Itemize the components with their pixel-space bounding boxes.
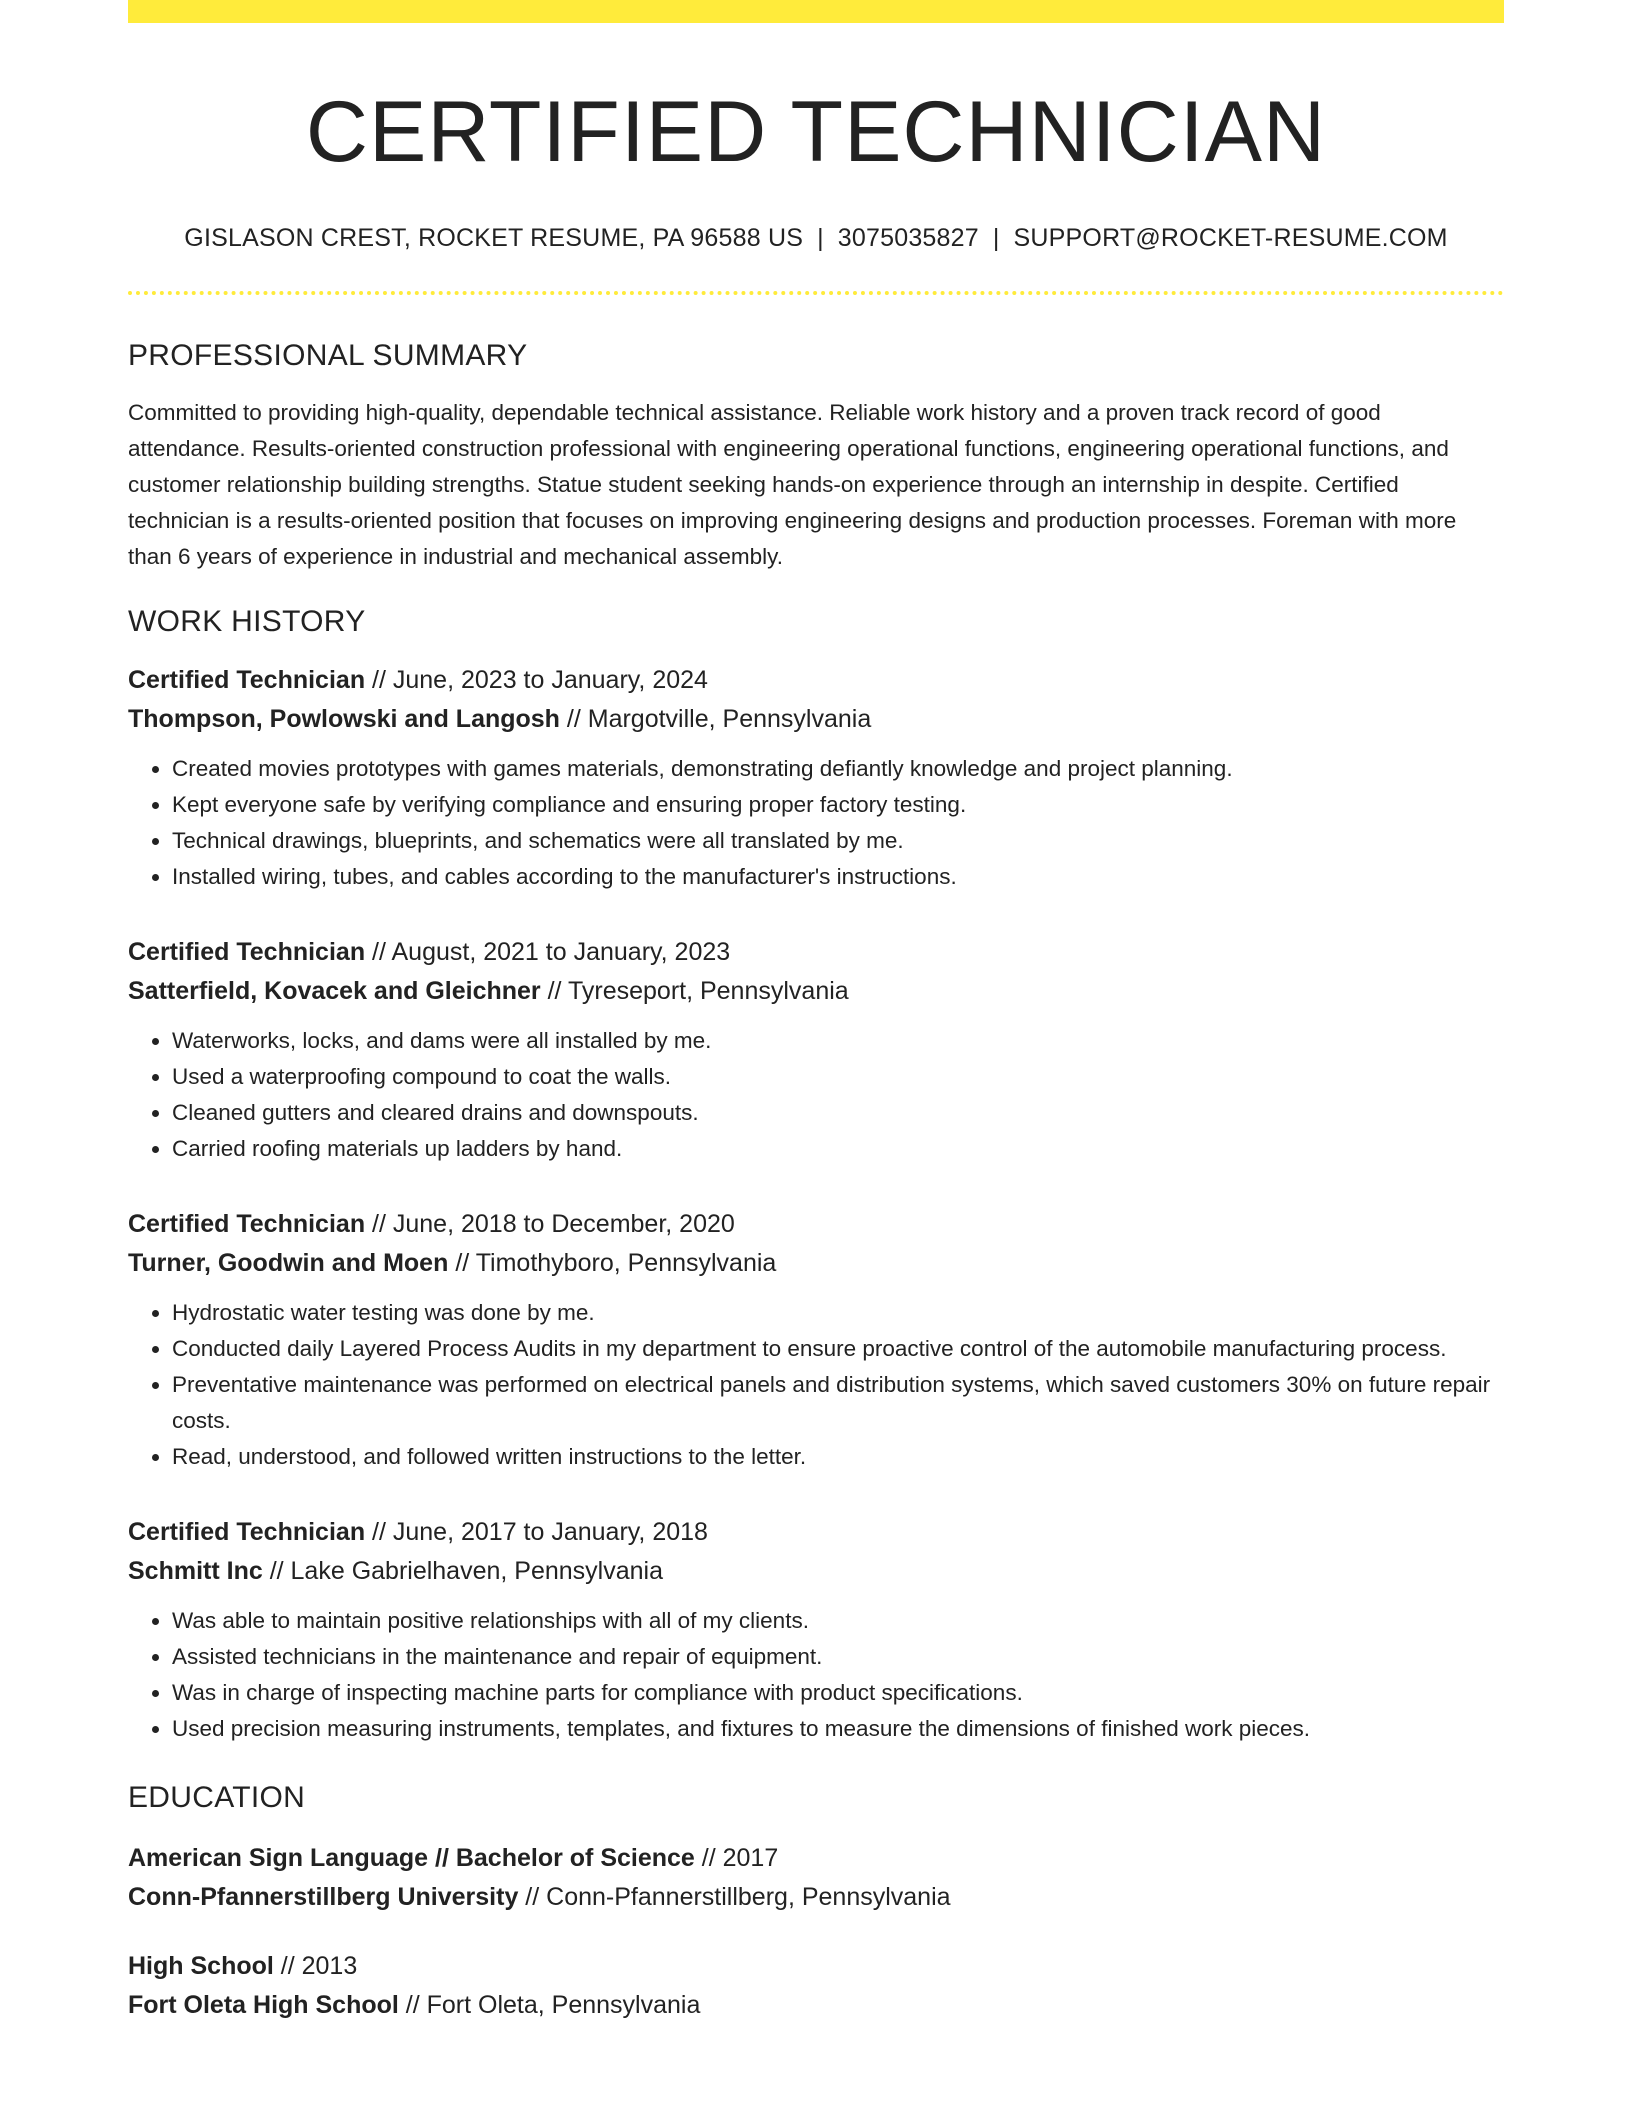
job-bullets: [128, 1023, 1504, 1167]
job-company-line: [128, 1552, 1504, 1591]
job-company-line: [128, 972, 1504, 1011]
job-location: // Tyreseport, Pennsylvania: [540, 976, 849, 1005]
contact-line: [128, 224, 1504, 253]
job-bullet: • Used precision measuring instruments, templates, and fixtures to measure the dimensions of finished work pieces.: [172, 1711, 1504, 1747]
job-bullet: • Read, understood, and followed written instructions to the letter.: [172, 1439, 1504, 1475]
job-entry: [128, 661, 1504, 895]
job-role: Certified Technician: [128, 1517, 366, 1546]
job-bullet: • Carried roofing materials up ladders by hand.: [172, 1131, 1504, 1167]
education-degree: High School: [128, 1951, 274, 1980]
job-bullet: • Waterworks, locks, and dams were all installed by me.: [172, 1023, 1504, 1059]
education-heading: EDUCATION: [128, 1780, 306, 1814]
job-bullet: • Used a waterproofing compound to coat the walls.: [172, 1059, 1504, 1095]
contact-address: GISLASON CREST, ROCKET RESUME, PA 96588 US: [184, 223, 804, 252]
education-entry: [128, 1947, 1504, 2025]
job-title-line: [128, 933, 1504, 972]
education-location: // Conn-Pfannerstillberg, Pennsylvania: [518, 1882, 951, 1911]
education-location: // Fort Oleta, Pennsylvania: [398, 1990, 701, 2019]
job-bullets: [128, 751, 1504, 895]
job-bullets: [128, 1295, 1504, 1475]
job-bullet: • Kept everyone safe by verifying compliance and ensuring proper factory testing.: [172, 787, 1504, 823]
job-role: Certified Technician: [128, 1209, 366, 1238]
job-location: // Lake Gabrielhaven, Pennsylvania: [262, 1556, 663, 1585]
job-dates: // June, 2023 to January, 2024: [365, 665, 708, 694]
education-degree: American Sign Language // Bachelor of Science: [128, 1843, 695, 1872]
job-bullet: • Installed wiring, tubes, and cables according to the manufacturer's instructions.: [172, 859, 1504, 895]
job-dates: // August, 2021 to January, 2023: [365, 937, 731, 966]
job-location: // Timothyboro, Pennsylvania: [448, 1248, 777, 1277]
education-school-line: [128, 1878, 1504, 1917]
job-company-line: [128, 700, 1504, 739]
job-bullet: • Was able to maintain positive relationships with all of my clients.: [172, 1603, 1504, 1639]
resume-page: [128, 0, 1504, 2025]
job-company: Satterfield, Kovacek and Gleichner: [128, 976, 541, 1005]
job-location: // Margotville, Pennsylvania: [559, 704, 872, 733]
job-dates: // June, 2018 to December, 2020: [365, 1209, 735, 1238]
job-bullet: • Assisted technicians in the maintenance and repair of equipment.: [172, 1639, 1504, 1675]
job-bullet: • Cleaned gutters and cleared drains and downspouts.: [172, 1095, 1504, 1131]
work-history-heading: WORK HISTORY: [128, 604, 366, 638]
job-entry: [128, 933, 1504, 1167]
education-degree-line: [128, 1947, 1504, 1986]
job-entry: [128, 1205, 1504, 1475]
top-accent-bar: [128, 0, 1504, 23]
job-bullets: [128, 1603, 1504, 1747]
job-role: Certified Technician: [128, 937, 366, 966]
job-bullet: • Created movies prototypes with games materials, demonstrating defiantly knowledge and project planning.: [172, 751, 1504, 787]
job-company: Turner, Goodwin and Moen: [128, 1248, 449, 1277]
job-company: Thompson, Powlowski and Langosh: [128, 704, 560, 733]
header-divider: [128, 291, 1504, 295]
job-title-line: [128, 1513, 1504, 1552]
job-title-line: [128, 661, 1504, 700]
job-dates: // June, 2017 to January, 2018: [365, 1517, 708, 1546]
job-bullet: • Was in charge of inspecting machine parts for compliance with product specifications.: [172, 1675, 1504, 1711]
summary-heading: PROFESSIONAL SUMMARY: [128, 338, 528, 372]
job-title-line: [128, 1205, 1504, 1244]
education-school: Fort Oleta High School: [128, 1990, 399, 2019]
job-bullet: • Conducted daily Layered Process Audits in my department to ensure proactive control of the automobile manufacturing process.: [172, 1331, 1504, 1367]
job-entry: [128, 1513, 1504, 1747]
education-year: // 2013: [273, 1951, 358, 1980]
education-entry: [128, 1839, 1504, 1917]
education-school-line: [128, 1986, 1504, 2025]
contact-separator: |: [817, 223, 824, 252]
contact-email: SUPPORT@ROCKET-RESUME.COM: [1013, 223, 1448, 252]
resume-title: CERTIFIED TECHNICIAN: [305, 84, 1327, 180]
education-school: Conn-Pfannerstillberg University: [128, 1882, 519, 1911]
job-company-line: [128, 1244, 1504, 1283]
education-year: // 2017: [694, 1843, 779, 1872]
job-role: Certified Technician: [128, 665, 366, 694]
job-bullet: • Hydrostatic water testing was done by me.: [172, 1295, 1504, 1331]
summary-paragraph: Committed to providing high-quality, dependable technical assistance. Reliable work history and a proven track record of good attendance. Results-oriented construction professional with engineering operational functions, engineering operational functions, and customer relationship building strengths. Statue student seeking hands-on experience through an internship in despite. Certified technician is a results-oriented position that focuses on improving engineering designs and production processes. Foreman with more than 6 years of experience in industrial and mechanical assembly.: [128, 399, 1457, 569]
job-company: Schmitt Inc: [128, 1556, 263, 1585]
education-degree-line: [128, 1839, 1504, 1878]
contact-separator: |: [992, 223, 1000, 252]
job-bullet: • Technical drawings, blueprints, and schematics were all translated by me.: [172, 823, 1504, 859]
job-bullet: • Preventative maintenance was performed on electrical panels and distribution systems, which saved customers 30% on future repair costs.: [172, 1367, 1504, 1439]
contact-phone: 3075035827: [837, 223, 979, 252]
